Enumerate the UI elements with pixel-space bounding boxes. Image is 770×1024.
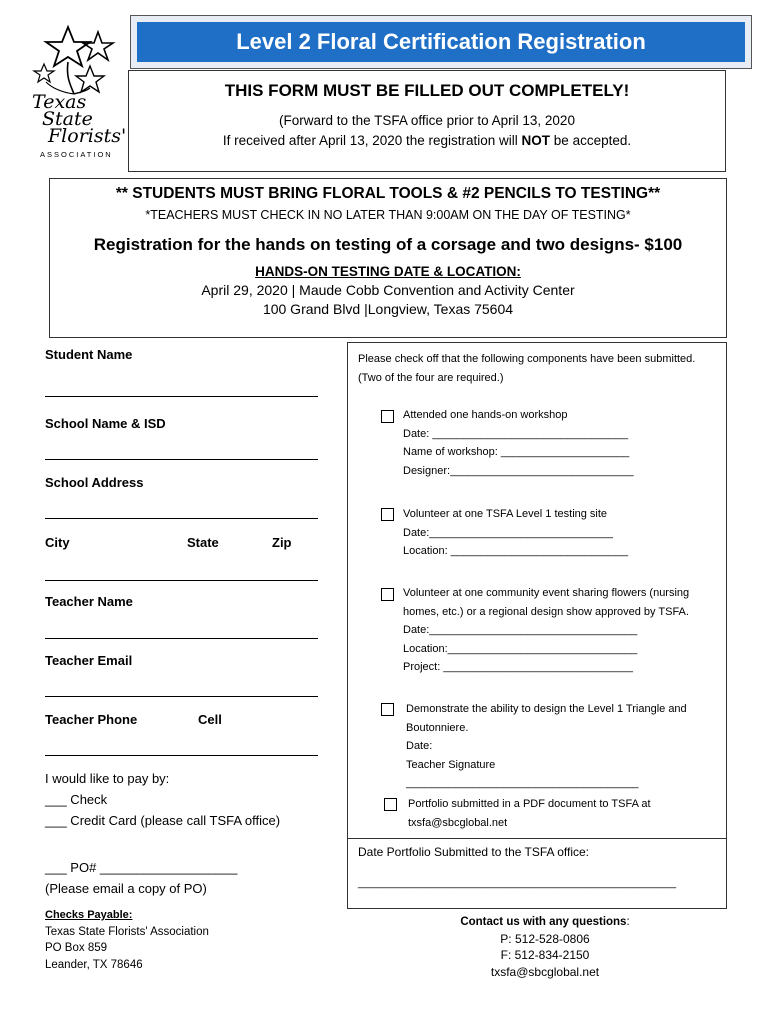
pay-credit-option[interactable]: ___ Credit Card (please call TSFA office) [45, 813, 281, 828]
contact-colon: : [626, 916, 630, 928]
testing-date-line-1: April 29, 2020 | Maude Cobb Convention and Activity Center [201, 282, 575, 298]
teacher-name-label: Teacher Name [45, 594, 133, 609]
components-intro-2: (Two of the four are required.) [358, 371, 504, 384]
portfolio-email: txsfa@sbcglobal.net [408, 816, 508, 829]
student-name-field[interactable] [45, 396, 318, 397]
workshop-date[interactable]: Date: ________________________________ [403, 427, 629, 440]
workshop-title: Attended one hands-on workshop [403, 409, 568, 421]
teacher-signature-line[interactable]: ______________________________________ [406, 777, 639, 789]
demonstrate-title-1: Demonstrate the ability to design the Level 1 Triangle and [406, 703, 687, 715]
checks-payable-line-3: Leander, TX 78646 [45, 958, 143, 971]
portfolio-date-box [347, 838, 727, 909]
pay-check-option[interactable]: ___ Check [45, 792, 108, 807]
testing-date-line-2: 100 Grand Blvd |Longview, Texas 75604 [262, 301, 514, 317]
workshop-name[interactable]: Name of workshop: _____________________ [403, 446, 630, 458]
school-name-field[interactable] [45, 459, 318, 460]
community-title-2: homes, etc.) or a regional design show approved by TSFA. [403, 605, 689, 618]
contact-fax: F: 512-834-2150 [500, 948, 590, 962]
notice-line-2a: If received after April 13, 2020 the registration will [222, 133, 522, 148]
contact-email[interactable]: txsfa@sbcglobal.net [490, 964, 600, 979]
teacher-phone-label: Teacher Phone [45, 712, 138, 727]
workshop-designer[interactable]: Designer:______________________________ [403, 464, 634, 477]
community-date[interactable]: Date:__________________________________ [403, 624, 638, 636]
teacher-name-field[interactable] [45, 638, 318, 639]
school-name-label: School Name & ISD [45, 416, 166, 431]
tools-notice: ** STUDENTS MUST BRING FLORAL TOOLS & #2 PENCILS TO TESTING** [115, 185, 661, 202]
demonstrate-date[interactable]: Date: [406, 740, 433, 752]
portfolio-date-label: Date Portfolio Submitted to the TSFA office: [358, 845, 590, 859]
teacher-signature-label: Teacher Signature [406, 758, 496, 771]
notice-line-1: (Forward to the TSFA office prior to April 13, 2020 [279, 113, 575, 128]
checks-payable-line-1: Texas State Florists' Association [45, 925, 209, 938]
payment-intro: I would like to pay by: [45, 771, 170, 786]
components-intro [358, 350, 695, 387]
contact-heading-text: Contact us with any questions [460, 916, 627, 928]
component-level1-volunteer [403, 505, 628, 561]
logo-line-state: State [42, 108, 93, 130]
notice-text [129, 111, 725, 151]
payment-options [45, 768, 280, 831]
school-address-label: School Address [45, 475, 144, 490]
page-title: Level 2 Floral Certification Registration [137, 22, 745, 62]
community-location[interactable]: Location:_______________________________ [403, 642, 638, 655]
zip-label: Zip [272, 535, 292, 550]
contact-block [430, 914, 660, 980]
checkbox-icon [381, 410, 394, 423]
notice-line-2c: be accepted. [550, 133, 632, 148]
notice-heading: THIS FORM MUST BE FILLED OUT COMPLETELY! [224, 81, 630, 100]
checks-payable [45, 907, 209, 973]
notice-box [128, 70, 726, 172]
checkbox-portfolio[interactable] [384, 796, 397, 814]
checkbox-workshop[interactable] [381, 408, 394, 426]
registration-fee: Registration for the hands on testing of a corsage and two designs- $100 [93, 235, 683, 254]
logo-association: ASSOCIATION [40, 150, 113, 159]
teacher-phone-field[interactable] [45, 755, 318, 756]
level1-volunteer-date[interactable]: Date:______________________________ [403, 526, 613, 539]
tsfa-logo [30, 22, 127, 172]
portfolio-title: Portfolio submitted in a PDF document to TSFA at [408, 798, 651, 810]
checkbox-icon [384, 798, 397, 811]
checkbox-icon [381, 703, 394, 716]
payment-po [45, 857, 237, 899]
logo-wordmark [32, 91, 127, 147]
logo-line-texas: Texas [32, 91, 87, 113]
checkbox-icon [381, 508, 394, 521]
teacher-checkin-notice: *TEACHERS MUST CHECK IN NO LATER THAN 9:00AM ON THE DAY OF TESTING* [145, 208, 631, 222]
title-banner [130, 15, 752, 69]
contact-phone: P: 512-528-0806 [500, 931, 590, 946]
po-note: (Please email a copy of PO) [45, 881, 207, 896]
contact-heading [430, 914, 660, 931]
component-demonstrate [406, 700, 687, 793]
teacher-email-label: Teacher Email [45, 653, 133, 668]
community-project[interactable]: Project: _______________________________ [403, 661, 633, 673]
level1-volunteer-location[interactable]: Location: _____________________________ [403, 545, 629, 557]
checkbox-demonstrate[interactable] [381, 701, 394, 719]
notice-line-2 [129, 131, 725, 151]
city-state-zip-field[interactable] [45, 580, 318, 581]
testing-info-box [49, 178, 727, 338]
component-community-volunteer [403, 584, 689, 677]
logo-line-florists: Florists' [48, 125, 127, 147]
checks-payable-line-2: PO Box 859 [45, 942, 108, 954]
checks-payable-heading: Checks Payable: [45, 909, 133, 921]
student-name-label: Student Name [45, 347, 133, 362]
pay-po-option[interactable]: ___ PO# ___________________ [45, 860, 238, 875]
testing-date-heading: HANDS-ON TESTING DATE & LOCATION: [255, 264, 521, 279]
level1-volunteer-title: Volunteer at one TSFA Level 1 testing site [403, 508, 608, 520]
components-box [347, 342, 727, 840]
teacher-email-field[interactable] [45, 696, 318, 697]
components-intro-1: Please check off that the following components have been submitted. [358, 353, 696, 365]
testing-date-location [50, 281, 726, 319]
checkbox-community-volunteer[interactable] [381, 586, 394, 604]
notice-not: NOT [521, 133, 551, 148]
checkbox-level1-volunteer[interactable] [381, 506, 394, 524]
portfolio-date-line[interactable]: ____________________________________________________ [358, 877, 677, 889]
component-portfolio [408, 795, 651, 832]
state-label: State [187, 535, 219, 550]
component-workshop [403, 406, 634, 480]
demonstrate-title-2: Boutonniere. [406, 721, 469, 734]
school-address-field[interactable] [45, 518, 318, 519]
checkbox-icon [381, 588, 394, 601]
cell-label: Cell [198, 712, 222, 727]
city-label: City [45, 535, 70, 550]
community-title-1: Volunteer at one community event sharing flowers (nursing [403, 587, 690, 599]
